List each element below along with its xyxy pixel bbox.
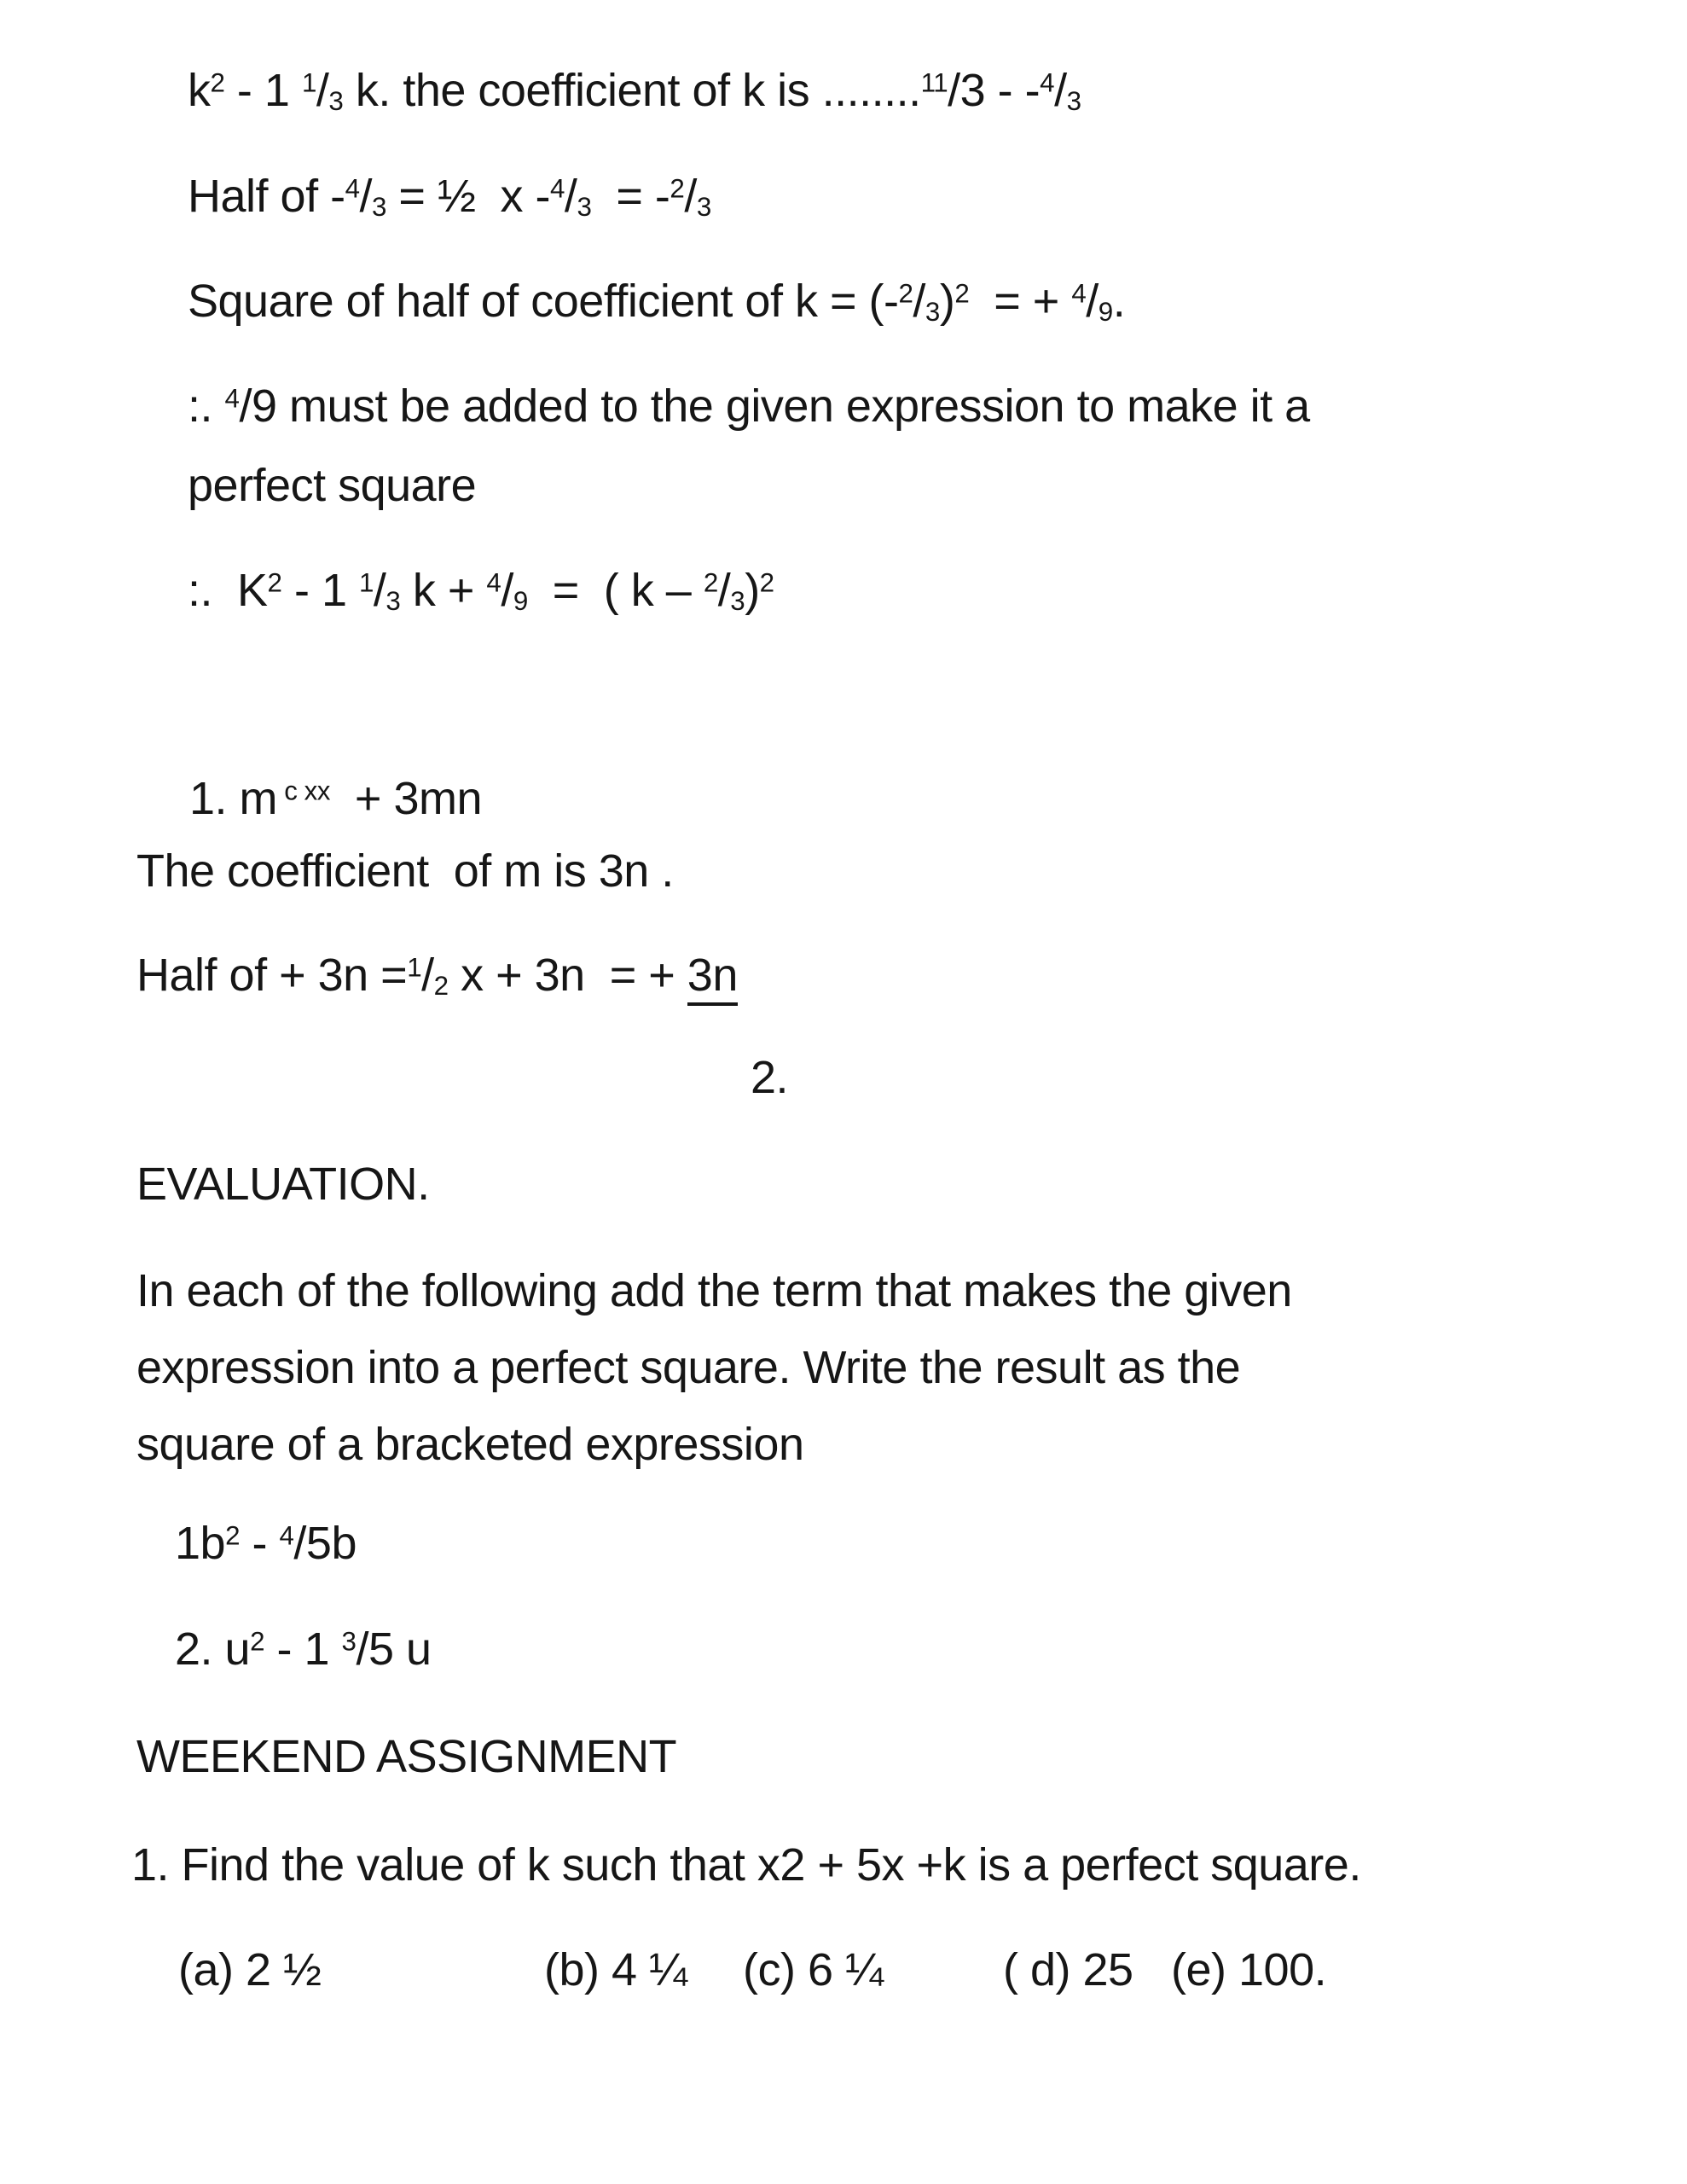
line-eval-item1-segment: - [240, 1518, 280, 1569]
line-square-of-half-segment: ) [939, 276, 955, 327]
line-perfect-square-result-segment: ) [745, 565, 760, 616]
line-k-coefficient-segment: - 1 [224, 65, 302, 116]
line-half-of-coefficient-segment: / [684, 171, 697, 222]
line-eval-item2-segment: 2. u [175, 1623, 251, 1675]
line-must-be-added-part2-segment: perfect square [188, 460, 477, 511]
line-evaluation-heading [136, 1159, 430, 1210]
line-k-coefficient-segment: 1 [301, 67, 316, 98]
line-eval-item2 [175, 1623, 432, 1675]
line-k-coefficient-segment: k [188, 65, 211, 116]
line-weekend-assignment-heading-segment: WEEKEND ASSIGNMENT [136, 1731, 677, 1782]
line-square-of-half-segment: 2 [954, 278, 970, 309]
option-e-segment: (e) 100. [1171, 1944, 1327, 1995]
line-eval-item1-segment: 1b [175, 1518, 226, 1569]
line-item1-m-expression [189, 773, 482, 824]
line-half-of-coefficient-segment: = ½ x - [386, 171, 550, 222]
line-eval-item2-segment: - 1 [264, 1623, 342, 1675]
line-square-of-half-segment: 2 [898, 278, 913, 309]
line-half-of-3n-segment: 3n [687, 950, 738, 1006]
line-square-of-half-segment: Square of half of coefficient of k = (- [188, 276, 899, 327]
line-k-coefficient-segment: 3 [1066, 86, 1081, 116]
line-must-be-added-part1-segment: /9 must be added to the given expression to make it a [239, 380, 1310, 432]
line-perfect-square-result-segment: 2 [267, 567, 282, 598]
line-half-of-3n [136, 950, 738, 1006]
line-k-coefficient-segment: /3 - - [948, 65, 1041, 116]
line-square-of-half-segment: 3 [925, 297, 940, 327]
line-k-coefficient-segment: k. the coefficient of k is ........ [343, 65, 921, 116]
option-d-segment: ( d) 25 [1003, 1944, 1133, 1995]
line-instruction-part3 [136, 1419, 803, 1470]
line-number-2-label-segment: 2. [751, 1052, 789, 1103]
line-perfect-square-result-segment: 2 [703, 567, 718, 598]
line-k-coefficient-segment: 4 [1040, 67, 1055, 98]
line-square-of-half [188, 276, 1125, 327]
line-perfect-square-result-segment: / [501, 565, 513, 616]
line-item1-m-expression-segment: 1. m [189, 773, 278, 824]
line-item1-m-expression-segment: c xx [277, 775, 330, 806]
line-perfect-square-result-segment: 2 [759, 567, 774, 598]
line-half-of-coefficient-segment: = - [591, 171, 670, 222]
line-question1 [131, 1839, 1361, 1891]
line-must-be-added-part2 [188, 460, 476, 511]
option-a [178, 1944, 322, 1995]
line-half-of-coefficient-segment: 4 [550, 173, 565, 204]
line-eval-item1-segment: 4 [279, 1520, 294, 1551]
line-eval-item2-segment: 2 [250, 1626, 264, 1657]
line-half-of-3n-segment: / [421, 950, 434, 1001]
line-perfect-square-result-segment: 4 [486, 567, 501, 598]
line-half-of-coefficient-segment: / [564, 171, 577, 222]
line-instruction-part1 [136, 1265, 1292, 1316]
line-perfect-square-result-segment: / [717, 565, 731, 616]
line-must-be-added-part1 [188, 380, 1310, 432]
option-b [544, 1944, 687, 1995]
line-perfect-square-result-segment: 1 [358, 567, 374, 598]
line-perfect-square-result-segment: k + [400, 565, 487, 616]
line-evaluation-heading-segment: EVALUATION. [136, 1159, 430, 1210]
line-square-of-half-segment: . [1112, 276, 1126, 327]
option-e [1171, 1944, 1326, 1995]
option-c [743, 1944, 884, 1995]
line-half-of-3n-segment: 1 [407, 952, 422, 983]
line-square-of-half-segment: 4 [1071, 278, 1087, 309]
option-c-segment: (c) 6 ¼ [743, 1944, 884, 1995]
line-eval-item1-segment: 2 [225, 1520, 240, 1551]
option-b-segment: (b) 4 ¼ [544, 1944, 687, 1995]
line-perfect-square-result-segment: = ( k – [527, 565, 704, 616]
line-square-of-half-segment: = + [969, 276, 1072, 327]
line-half-of-coefficient-segment: 2 [670, 173, 685, 204]
line-question1-segment: 1. Find the value of k such that x2 + 5x +k is a perfect square. [131, 1839, 1361, 1891]
line-perfect-square-result-segment: 9 [513, 586, 528, 616]
line-instruction-part2 [136, 1342, 1240, 1393]
line-eval-item2-segment: /5 u [356, 1623, 432, 1675]
option-a-segment: (a) 2 ½ [178, 1944, 322, 1995]
line-item1-m-expression-segment: + 3mn [329, 773, 482, 824]
line-square-of-half-segment: / [1086, 276, 1099, 327]
line-half-of-coefficient-segment: 3 [577, 192, 592, 222]
line-half-of-3n-segment: 2 [433, 971, 449, 1001]
line-half-of-coefficient-segment: 3 [696, 192, 711, 222]
line-must-be-added-part1-segment: 4 [224, 383, 240, 414]
line-number-2-label [751, 1052, 788, 1103]
line-k-coefficient-segment: 11 [920, 67, 948, 98]
line-perfect-square-result [188, 565, 774, 616]
line-k-coefficient-segment: 2 [210, 67, 225, 98]
option-d [1003, 1944, 1133, 1995]
line-k-coefficient-segment: / [316, 65, 329, 116]
line-weekend-assignment-heading [136, 1731, 676, 1782]
line-perfect-square-result-segment: - 1 [281, 565, 359, 616]
line-instruction-part3-segment: square of a bracketed expression [136, 1419, 804, 1470]
line-half-of-coefficient-segment: 4 [345, 173, 360, 204]
line-square-of-half-segment: / [913, 276, 925, 327]
line-k-coefficient-segment: / [1054, 65, 1067, 116]
line-perfect-square-result-segment: :. K [188, 565, 268, 616]
line-eval-item2-segment: 3 [341, 1626, 357, 1657]
line-half-of-coefficient-segment: Half of - [188, 171, 345, 222]
line-coefficient-of-m-segment: The coefficient of m is 3n . [136, 845, 674, 897]
line-eval-item1-segment: /5b [293, 1518, 357, 1569]
line-half-of-coefficient-segment: / [359, 171, 372, 222]
line-half-of-coefficient [188, 171, 711, 222]
line-perfect-square-result-segment: 3 [730, 586, 745, 616]
line-coefficient-of-m [136, 845, 674, 897]
line-instruction-part1-segment: In each of the following add the term that makes the given [136, 1265, 1292, 1316]
line-eval-item1 [175, 1518, 357, 1569]
line-half-of-coefficient-segment: 3 [372, 192, 386, 222]
line-half-of-3n-segment: x + 3n = + [448, 950, 687, 1001]
line-instruction-part2-segment: expression into a perfect square. Write the result as the [136, 1342, 1241, 1393]
line-square-of-half-segment: 9 [1098, 297, 1113, 327]
line-half-of-3n-segment: Half of + 3n = [136, 950, 408, 1001]
line-k-coefficient [188, 65, 1081, 116]
line-k-coefficient-segment: 3 [328, 86, 344, 116]
line-must-be-added-part1-segment: :. [188, 380, 225, 432]
line-perfect-square-result-segment: 3 [386, 586, 401, 616]
line-perfect-square-result-segment: / [373, 565, 386, 616]
